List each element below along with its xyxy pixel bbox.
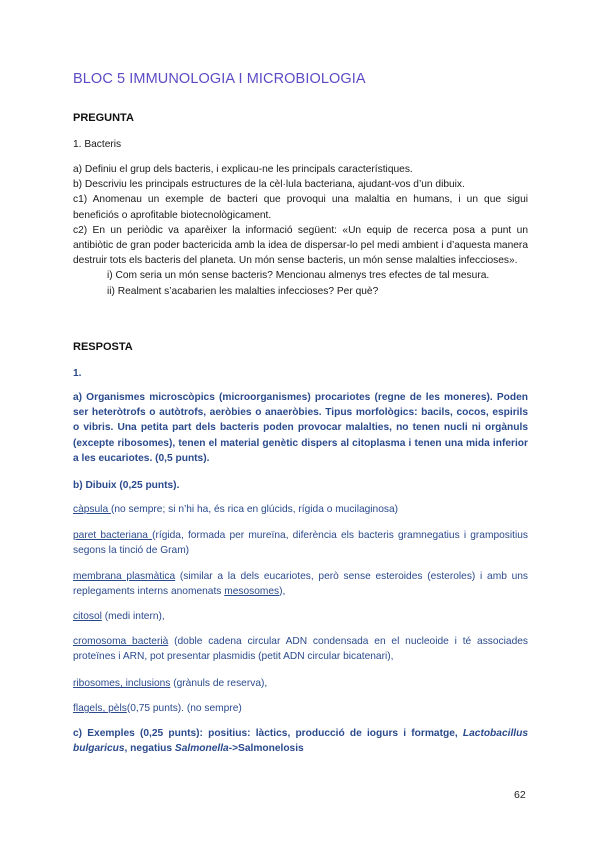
question-c2-i: i) Com seria un món sense bacteris? Mencionau almenys tres efectes de tal mesura. <box>107 270 490 282</box>
section-title: BLOC 5 IMMUNOLOGIA I MICROBIOLOGIA <box>73 71 366 87</box>
answer-c-lactobacillus: Lactobacillus bulgaricus <box>73 728 528 755</box>
answer-a <box>73 390 528 466</box>
resposta-heading: RESPOSTA <box>73 341 133 353</box>
structure-ribosomes <box>73 676 528 691</box>
ribosomes-term: ribosomes, inclusions <box>73 678 171 689</box>
answer-b <box>73 478 528 493</box>
question-c2: c2) En un periòdic va aparèixer la informació següent: «Un equip de recerca posa a punt un antibiòtic de gran poder bactericida amb la idea de dispersar-lo pel medi ambient i d’aquesta manera destruir tots els bacteris del planeta. Un món sense bacteris, un món sense malalties infeccioses». <box>73 224 528 267</box>
question-parts <box>73 162 528 299</box>
citosol-desc: (medi intern), <box>101 611 165 622</box>
question-number <box>73 137 528 152</box>
cromosoma-desc: (doble cadena circular ADN condensada en el nucleoide i té associades proteïnes i ARN, pot presentar plasmidis (petit ADN circular bicatenari), <box>73 636 528 663</box>
answer-title: 1. <box>73 368 82 379</box>
structure-flagels <box>73 701 528 716</box>
pregunta-heading: PREGUNTA <box>73 112 134 124</box>
question-c2-ii: ii) Realment s’acabarien les malalties infeccioses? Per què? <box>107 285 379 297</box>
membrana-end: ), <box>279 586 286 598</box>
capsula-term: càpsula <box>73 504 111 515</box>
citosol-term: citosol <box>73 611 102 622</box>
paret-desc: (rígida, formada per mureïna, diferència els bacteris gramnegatius i grampositius segons la tinció de Gram) <box>73 530 528 557</box>
question-b: b) Descriviu les principals estructures de la cèl·lula bacteriana, ajudant-vos d’un dibuix. <box>73 179 465 191</box>
membrana-term: membrana plasmàtica <box>73 571 176 582</box>
structure-cromosoma <box>73 634 528 664</box>
question-c1: c1) Anomenau un exemple de bacteri que provoqui una malaltia en humans, i un que sigui beneficiós o aprofitable biotecnològicament. <box>73 194 528 221</box>
answer-c <box>73 726 528 756</box>
paret-term: paret bacteriana <box>73 530 153 541</box>
answer-a-text: a) Organismes microscòpics (microorganismes) procariotes (regne de les moneres). Poden ser heteròtrofs o autòtrofs, aeròbies o anaeròbies. Tipus morfològics: bacils, cocos, espirils o vibris. Una petita part dels bacteris poden provocar malalties, no tenen nucli ni orgànuls (excepte ribosomes), tenen el material genètic dispers al citoplasma i tenen una mida inferior a les eucariotes. (0,5 punts). <box>73 392 528 464</box>
flagels-desc: (0,75 punts). (no sempre) <box>126 703 242 714</box>
answer-c-salmonella: Salmonella <box>174 743 229 755</box>
answer-b-text: b) Dibuix (0,25 punts). <box>73 480 180 491</box>
structure-capsula <box>73 502 528 517</box>
structure-citosol <box>73 609 528 624</box>
answer-c-mid: , negatius <box>124 743 175 755</box>
answer-c-pre: c) Exemples (0,25 punts): positius: làctics, producció de iogurs i formatge, <box>73 728 463 739</box>
answer-number <box>73 366 528 381</box>
flagels-term: flagels, pèls <box>73 703 127 714</box>
structure-paret <box>73 528 528 558</box>
membrana-desc: (similar a la dels eucariotes, però sense esteroides (esteroles) i amb uns replegaments interns anomenats <box>73 571 529 598</box>
structure-membrana <box>73 569 528 599</box>
question-a: a) Definiu el grup dels bacteris, i explicau-ne les principals característiques. <box>73 164 413 175</box>
answer-c-end: ->Salmonelosis <box>228 743 304 755</box>
mesosomes-term: mesosomes <box>224 586 280 598</box>
page-number: 62 <box>514 789 526 801</box>
question-title: 1. Bacteris <box>73 139 122 150</box>
ribosomes-desc: (grànuls de reserva), <box>170 678 268 689</box>
cromosoma-term: cromosoma bacterià <box>73 636 169 647</box>
capsula-desc: (no sempre; si n’hi ha, és rica en glúcids, rígida o mucilaginosa) <box>110 504 399 515</box>
